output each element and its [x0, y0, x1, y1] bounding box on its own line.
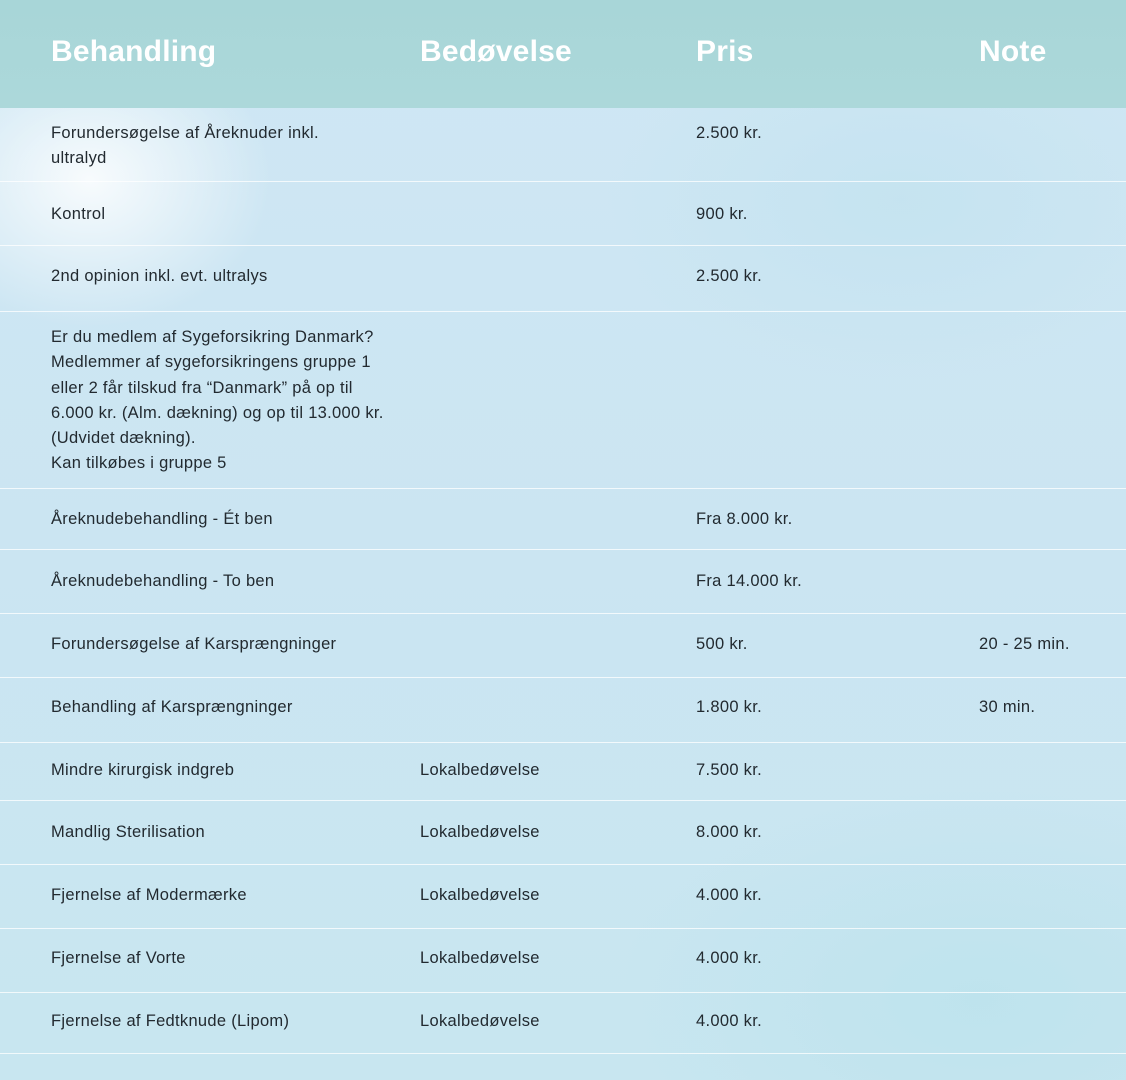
row-treatment: 2nd opinion inkl. evt. ultralys: [51, 267, 268, 285]
table-row-info: [0, 312, 1126, 489]
row-price: 900 kr.: [696, 205, 748, 223]
row-price: 4.000 kr.: [696, 1012, 762, 1030]
row-treatment: Åreknudebehandling - To ben: [51, 572, 275, 590]
row-anesthesia: Lokalbedøvelse: [420, 823, 540, 841]
row-treatment: Åreknudebehandling - Ét ben: [51, 510, 273, 528]
row-price: Fra 14.000 kr.: [696, 572, 803, 590]
row-price: 4.000 kr.: [696, 949, 762, 967]
header-treatment: Behandling: [51, 35, 217, 68]
table-row: [0, 246, 1126, 312]
row-price: 2.500 kr.: [696, 267, 762, 285]
row-treatment: Forundersøgelse af Åreknuder inkl. ultralyd: [51, 124, 319, 168]
table-row: [0, 489, 1126, 550]
row-anesthesia: Lokalbedøvelse: [420, 886, 540, 904]
row-treatment: Mandlig Sterilisation: [51, 823, 205, 841]
row-treatment: Mindre kirurgisk indgreb: [51, 761, 235, 779]
row-price: Fra 8.000 kr.: [696, 510, 793, 528]
table-row: [0, 614, 1126, 678]
row-treatment: Fjernelse af Vorte: [51, 949, 186, 967]
row-treatment: Kontrol: [51, 205, 106, 223]
row-price: 500 kr.: [696, 635, 748, 653]
row-anesthesia: Lokalbedøvelse: [420, 1012, 540, 1030]
row-treatment: Fjernelse af Modermærke: [51, 886, 247, 904]
row-anesthesia: Lokalbedøvelse: [420, 949, 540, 967]
table-row: [0, 182, 1126, 246]
header-note: Note: [979, 35, 1047, 68]
row-note: 20 - 25 min.: [979, 635, 1070, 653]
row-price: 7.500 kr.: [696, 761, 762, 779]
table-row: [0, 801, 1126, 865]
row-treatment: Forundersøgelse af Karsprængninger: [51, 635, 337, 653]
row-price: 1.800 kr.: [696, 698, 762, 716]
row-price: 4.000 kr.: [696, 886, 762, 904]
membership-info-text: Er du medlem af Sygeforsikring Danmark? Medlemmer af sygeforsikringens gruppe 1 eller 2 får tilskud fra “Danmark” på op til 6.000 kr. (Alm. dækning) og op til 13.000 kr. (Udvidet dækning). Kan tilkøbes i gruppe 5: [51, 328, 384, 473]
header-price: Pris: [696, 35, 754, 68]
table-row: [0, 993, 1126, 1054]
table-header: [0, 0, 1126, 108]
row-price: 2.500 kr.: [696, 124, 762, 142]
table-row: [0, 108, 1126, 182]
header-anesthesia: Bedøvelse: [420, 35, 572, 68]
table-row: [0, 865, 1126, 929]
table-row: [0, 550, 1126, 614]
row-treatment: Behandling af Karsprængninger: [51, 698, 293, 716]
row-note: 30 min.: [979, 698, 1036, 716]
table-row: [0, 678, 1126, 743]
table-row: [0, 743, 1126, 801]
row-treatment: Fjernelse af Fedtknude (Lipom): [51, 1012, 290, 1030]
table-row: [0, 929, 1126, 993]
row-anesthesia: Lokalbedøvelse: [420, 761, 540, 779]
row-price: 8.000 kr.: [696, 823, 762, 841]
